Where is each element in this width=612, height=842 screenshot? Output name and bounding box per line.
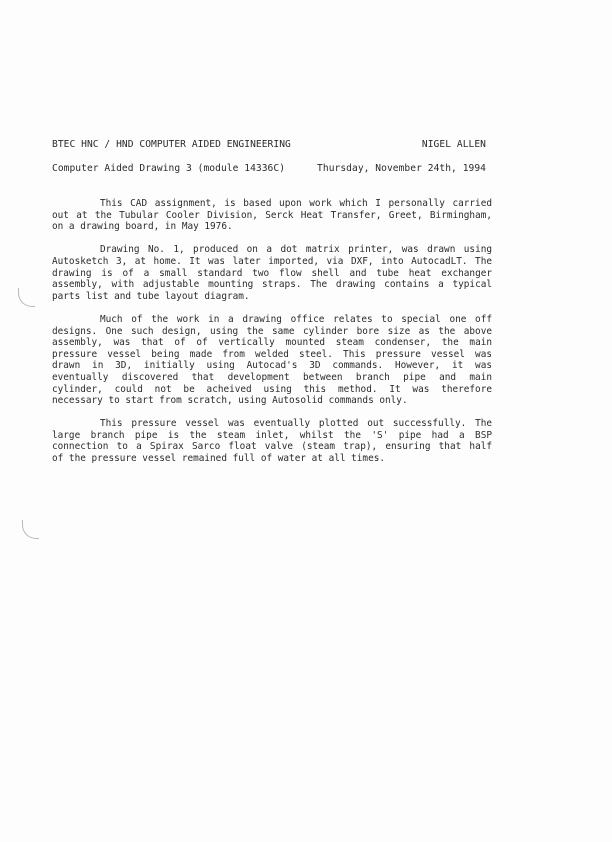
- paragraph-line: designs. One such design, using the same cylinder bore size as the above: [52, 325, 492, 337]
- paragraph-line: This pressure vessel was eventually plotted out successfully. The: [100, 418, 492, 430]
- paragraph-line: drawn in 3D, initially using Autocad's 3D commands. However, it was: [52, 360, 492, 372]
- module-title: Computer Aided Drawing 3 (module 14336C): [52, 163, 286, 174]
- paragraph-line: Much of the work in a drawing office relates to special one off: [100, 313, 492, 325]
- paragraph-line: out at the Tubular Cooler Division, Serck Heat Transfer, Greet, Birmingham,: [52, 209, 492, 221]
- punch-hole-mark: [22, 520, 39, 539]
- paragraph-line: This CAD assignment, is based upon work which I personally carried: [100, 198, 492, 209]
- header-row-module: [52, 163, 486, 174]
- paragraph-line: pressure vessel being made from welded steel. This pressure vessel was: [52, 348, 492, 360]
- paragraph-line: drawing is of a small standard two flow shell and tube heat exchanger: [52, 267, 492, 279]
- paragraph-line: eventually discovered that development between branch pipe and main: [52, 371, 492, 383]
- paragraph-line: assembly, was that of of vertically mounted steam condenser, the main: [52, 337, 492, 349]
- header-row-course: [52, 139, 486, 150]
- paragraph-line: parts list and tube layout diagram.: [52, 290, 250, 302]
- paragraph-line: Autosketch 3, at home. It was later imported, via DXF, into AutocadLT. The: [52, 255, 492, 267]
- punch-hole-mark: [18, 288, 35, 307]
- paragraph-line: connection to a Spirax Sarco float valve (steam trap), ensuring that half: [52, 441, 492, 453]
- paragraph-line: on a drawing board, in May 1976.: [52, 221, 233, 233]
- paragraph-4: [52, 418, 492, 464]
- document-date: Thursday, November 24th, 1994: [317, 163, 486, 174]
- paragraph-3: [52, 314, 492, 407]
- paragraph-2: [52, 244, 492, 302]
- paragraph-line: assembly, with adjustable mounting straps. The drawing contains a typical: [52, 279, 492, 291]
- paragraph-line: cylinder, could not be acheived using this method. It was therefore: [52, 383, 492, 395]
- author-name: NIGEL ALLEN: [421, 139, 486, 150]
- paragraph-line: Drawing No. 1, produced on a dot matrix printer, was drawn using: [100, 244, 492, 256]
- paragraph-line: of the pressure vessel remained full of water at all times.: [52, 453, 386, 465]
- body-text: [52, 198, 492, 476]
- paragraph-line: necessary to start from scratch, using Autosolid commands only.: [52, 395, 408, 407]
- paragraph-1: [52, 198, 492, 233]
- course-title: BTEC HNC / HND COMPUTER AIDED ENGINEERING: [52, 139, 291, 150]
- paragraph-line: large branch pipe is the steam inlet, whilst the 'S' pipe had a BSP: [52, 429, 492, 441]
